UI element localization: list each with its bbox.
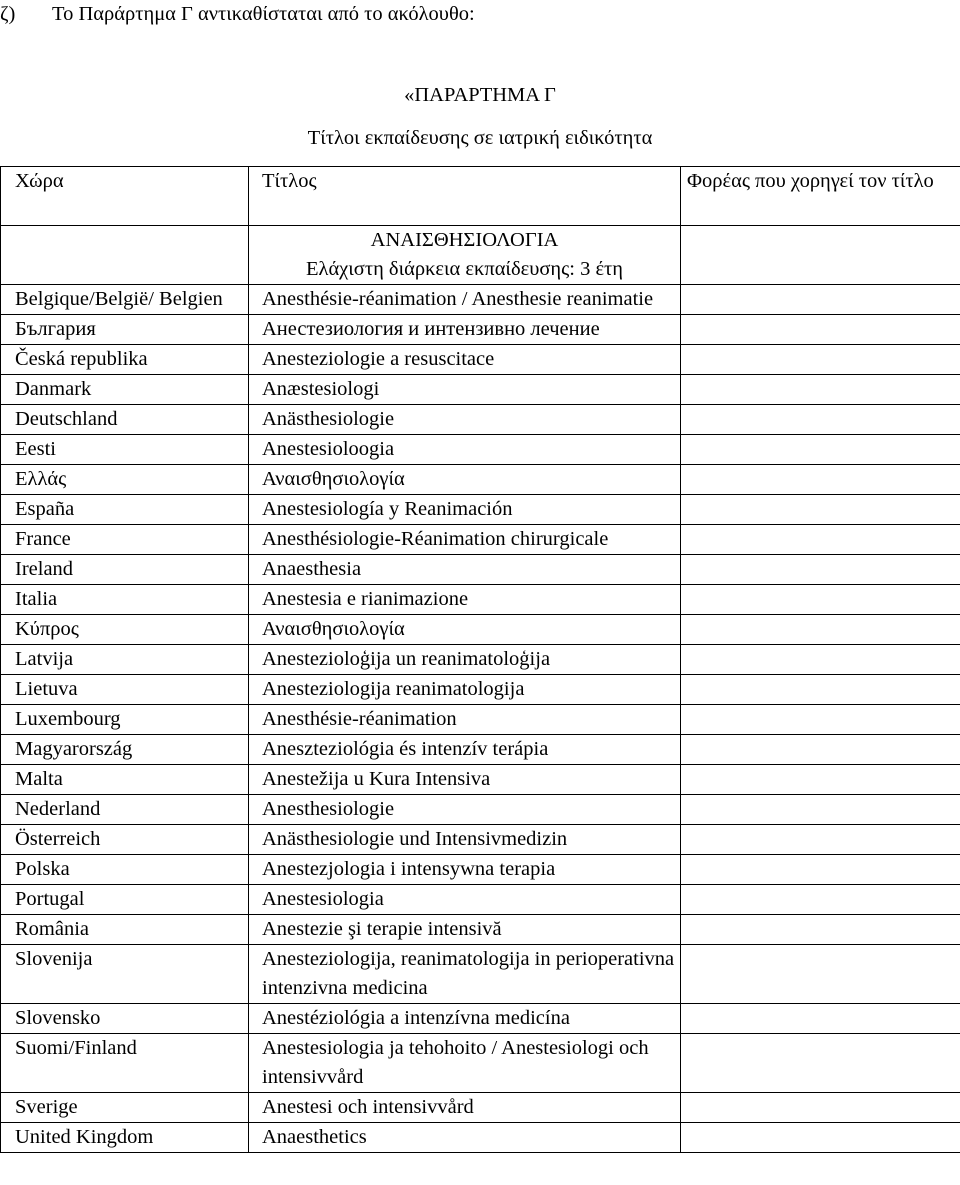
- table-row: [1, 1004, 960, 1034]
- awarding-body-cell: [681, 675, 960, 705]
- awarding-body-cell: [681, 885, 960, 915]
- table-row: [1, 465, 960, 495]
- country-cell: Latvija: [1, 645, 249, 675]
- title-cell: Anestezjologia i intensywna terapia: [249, 855, 681, 885]
- table-row: [1, 1093, 960, 1123]
- title-cell: Αναισθησιολογία: [249, 615, 681, 645]
- awarding-body-cell: [681, 345, 960, 375]
- awarding-body-cell: [681, 375, 960, 405]
- country-cell: Portugal: [1, 885, 249, 915]
- table-row: [1, 345, 960, 375]
- country-cell: Österreich: [1, 825, 249, 855]
- country-cell: Eesti: [1, 435, 249, 465]
- table-row: [1, 915, 960, 945]
- awarding-body-cell: [681, 405, 960, 435]
- awarding-body-cell: [681, 1123, 960, 1153]
- country-cell: Luxembourg: [1, 705, 249, 735]
- title-cell: Aneszteziológia és intenzív terápia: [249, 735, 681, 765]
- awarding-body-cell: [681, 465, 960, 495]
- table-row: [1, 1034, 960, 1093]
- title-cell: Anestesiologia ja tehohoito / Anestesiologi och intensivvård: [249, 1034, 681, 1093]
- awarding-body-cell: [681, 615, 960, 645]
- country-cell: Magyarország: [1, 735, 249, 765]
- awarding-body-cell: [681, 645, 960, 675]
- title-cell: Anaesthesia: [249, 555, 681, 585]
- table-row: [1, 285, 960, 315]
- awarding-body-cell: [681, 435, 960, 465]
- awarding-body-cell: [681, 825, 960, 855]
- table-row: [1, 1123, 960, 1153]
- title-cell: Anestesioloogia: [249, 435, 681, 465]
- awarding-body-cell: [681, 315, 960, 345]
- country-cell: Κύπρος: [1, 615, 249, 645]
- intro-text: Το Παράρτημα Γ αντικαθίσταται από το ακόλουθο:: [52, 3, 475, 25]
- title-cell: Anestezioloģija un reanimatoloģija: [249, 645, 681, 675]
- table-row: [1, 495, 960, 525]
- table-row: [1, 855, 960, 885]
- awarding-body-cell: [681, 525, 960, 555]
- table-row: [1, 735, 960, 765]
- country-cell: Polska: [1, 855, 249, 885]
- table-row: [1, 765, 960, 795]
- country-cell: Slovensko: [1, 1004, 249, 1034]
- title-cell: Anesthésiologie-Réanimation chirurgicale: [249, 525, 681, 555]
- awarding-body-cell: [681, 915, 960, 945]
- title-cell: Anesthésie-réanimation: [249, 705, 681, 735]
- header-country: Χώρα: [1, 167, 249, 226]
- table-row: [1, 525, 960, 555]
- country-cell: United Kingdom: [1, 1123, 249, 1153]
- awarding-body-cell: [681, 495, 960, 525]
- specialty-blank-cell: [1, 226, 249, 285]
- annex-subtitle: Τίτλοι εκπαίδευσης σε ιατρική ειδικότητα: [307, 127, 653, 149]
- awarding-body-cell: [681, 945, 960, 1004]
- specialty-blank-cell: [681, 226, 960, 285]
- title-cell: Anestesia e rianimazione: [249, 585, 681, 615]
- header-awarding-body: Φορέας που χορηγεί τον τίτλο: [681, 167, 960, 226]
- title-cell: Anestezie şi terapie intensivă: [249, 915, 681, 945]
- table-row: [1, 555, 960, 585]
- specialty-row: [1, 226, 960, 285]
- title-cell: Anestesi och intensivvård: [249, 1093, 681, 1123]
- title-cell: Anästhesiologie und Intensivmedizin: [249, 825, 681, 855]
- intro-marker: ζ): [0, 3, 16, 25]
- annex-table: [0, 166, 960, 1153]
- country-cell: Danmark: [1, 375, 249, 405]
- table-row: [1, 375, 960, 405]
- table-row: [1, 795, 960, 825]
- country-cell: România: [1, 915, 249, 945]
- table-row: [1, 705, 960, 735]
- intro-paragraph: [0, 0, 960, 30]
- awarding-body-cell: [681, 1034, 960, 1093]
- country-cell: Ελλάς: [1, 465, 249, 495]
- country-cell: България: [1, 315, 249, 345]
- specialty-duration: Ελάχιστη διάρκεια εκπαίδευσης: 3 έτη: [305, 258, 624, 280]
- title-cell: Anestéziológia a intenzívna medicína: [249, 1004, 681, 1034]
- country-cell: Deutschland: [1, 405, 249, 435]
- specialty-name: ΑΝΑΙΣΘΗΣΙΟΛΟΓΙΑ: [370, 229, 559, 251]
- table-row: [1, 645, 960, 675]
- title-cell: Anestesiología y Reanimación: [249, 495, 681, 525]
- title-cell: Anesteziologija reanimatologija: [249, 675, 681, 705]
- country-cell: España: [1, 495, 249, 525]
- table-row: [1, 315, 960, 345]
- country-cell: Slovenija: [1, 945, 249, 1004]
- title-cell: Anestesiologia: [249, 885, 681, 915]
- table-row: [1, 675, 960, 705]
- country-cell: Sverige: [1, 1093, 249, 1123]
- table-row: [1, 615, 960, 645]
- country-cell: Nederland: [1, 795, 249, 825]
- title-cell: Anästhesiologie: [249, 405, 681, 435]
- country-cell: Italia: [1, 585, 249, 615]
- awarding-body-cell: [681, 735, 960, 765]
- title-cell: Anestežija u Kura Intensiva: [249, 765, 681, 795]
- country-cell: Belgique/België/ Belgien: [1, 285, 249, 315]
- title-cell: Anaesthetics: [249, 1123, 681, 1153]
- header-title: Τίτλος: [249, 167, 681, 226]
- table-row: [1, 585, 960, 615]
- awarding-body-cell: [681, 285, 960, 315]
- awarding-body-cell: [681, 1093, 960, 1123]
- specialty-cell: [249, 226, 681, 285]
- table-row: [1, 885, 960, 915]
- title-cell: Anesteziologija, reanimatologija in perioperativna intenzivna medicina: [249, 945, 681, 1004]
- awarding-body-cell: [681, 555, 960, 585]
- awarding-body-cell: [681, 1004, 960, 1034]
- table-row: [1, 405, 960, 435]
- country-cell: Lietuva: [1, 675, 249, 705]
- awarding-body-cell: [681, 855, 960, 885]
- title-cell: Anesthésie-réanimation / Anesthesie reanimatie: [249, 285, 681, 315]
- table-header-row: [1, 167, 960, 226]
- table-row: [1, 825, 960, 855]
- country-cell: Suomi/Finland: [1, 1034, 249, 1093]
- title-cell: Anesthesiologie: [249, 795, 681, 825]
- awarding-body-cell: [681, 585, 960, 615]
- title-cell: Анестезиология и интензивно лечение: [249, 315, 681, 345]
- country-cell: Česká republika: [1, 345, 249, 375]
- awarding-body-cell: [681, 705, 960, 735]
- awarding-body-cell: [681, 765, 960, 795]
- awarding-body-cell: [681, 795, 960, 825]
- title-cell: Anesteziologie a resuscitace: [249, 345, 681, 375]
- country-cell: Ireland: [1, 555, 249, 585]
- title-cell: Αναισθησιολογία: [249, 465, 681, 495]
- table-row: [1, 945, 960, 1004]
- country-cell: France: [1, 525, 249, 555]
- title-cell: Anæstesiologi: [249, 375, 681, 405]
- table-row: [1, 435, 960, 465]
- annex-title: «ΠΑΡΑΡΤΗΜΑ Γ: [404, 84, 556, 106]
- country-cell: Malta: [1, 765, 249, 795]
